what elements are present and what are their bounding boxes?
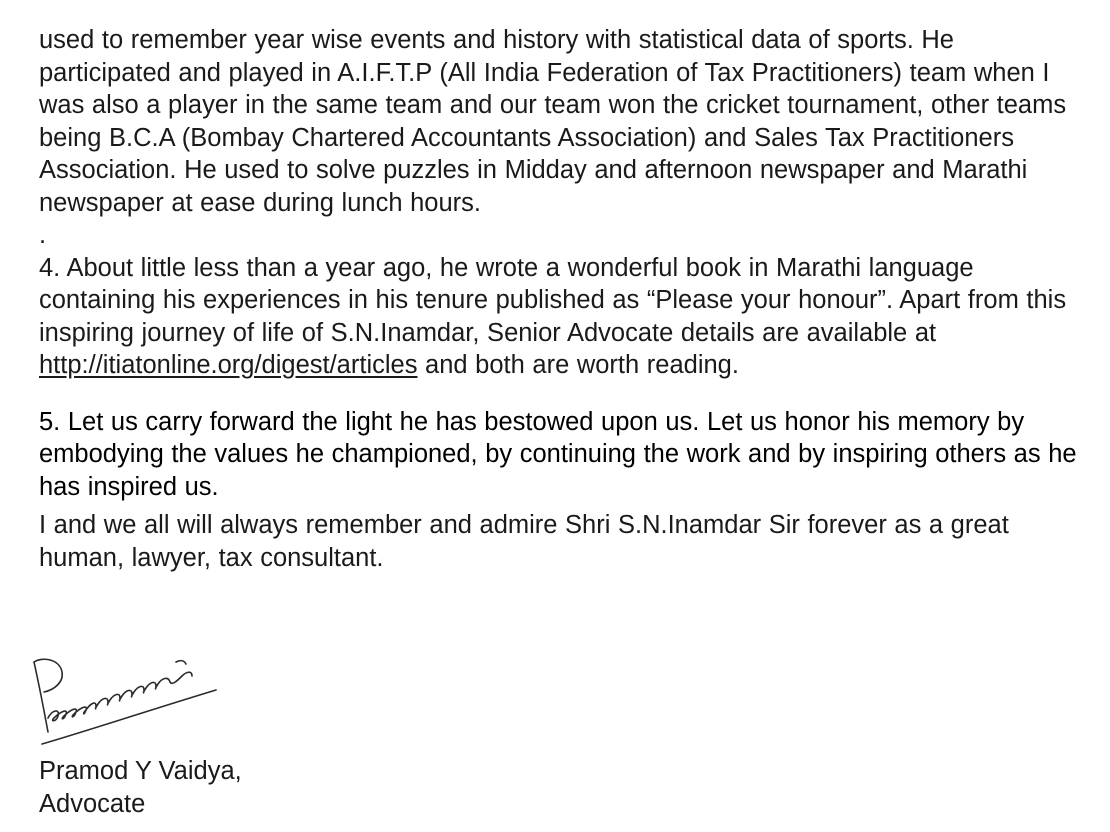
signer-title: Advocate (39, 789, 146, 818)
paragraph-legacy: 5. Let us carry forward the light he has bestowed upon us. Let us honor his memory by embodying the values he championed, by continuing the work and by inspiring others as he has inspired us. (39, 407, 1077, 501)
signer-name: Pramod Y Vaidya, (39, 757, 242, 785)
signer-block (39, 755, 242, 820)
paragraph-sports: used to remember year wise events and history with statistical data of sports. He participated and played in A.I.F.T.P (All India Federation of Tax Practitioners) team when I was also a player in the same team and our team won the cricket tournament, other teams being B.C.A (Bombay Chartered Accountants Association) and Sales Tax Practitioners Association. He used to solve puzzles in Midday and afternoon newspaper and Marathi newspaper at ease during lunch hours. (39, 26, 1067, 217)
handwritten-signature (30, 650, 220, 750)
document-body (39, 24, 1079, 574)
separator-dot: . (39, 221, 47, 249)
paragraph-book-tail: and both are worth reading. (417, 351, 739, 379)
articles-link[interactable]: http://itiatonline.org/digest/articles (39, 351, 418, 379)
paragraph-book (39, 252, 1079, 382)
paragraph-book-text: 4. About little less than a year ago, he wrote a wonderful book in Marathi language containing his experiences in his tenure published as “Please your honour”. Apart from this inspiring journey of life of S.N.Inamdar, Senior Advocate details are available at (39, 253, 1067, 347)
paragraph-remember: I and we all will always remember and admire Shri S.N.Inamdar Sir forever as a great human, lawyer, tax consultant. (39, 511, 1009, 572)
